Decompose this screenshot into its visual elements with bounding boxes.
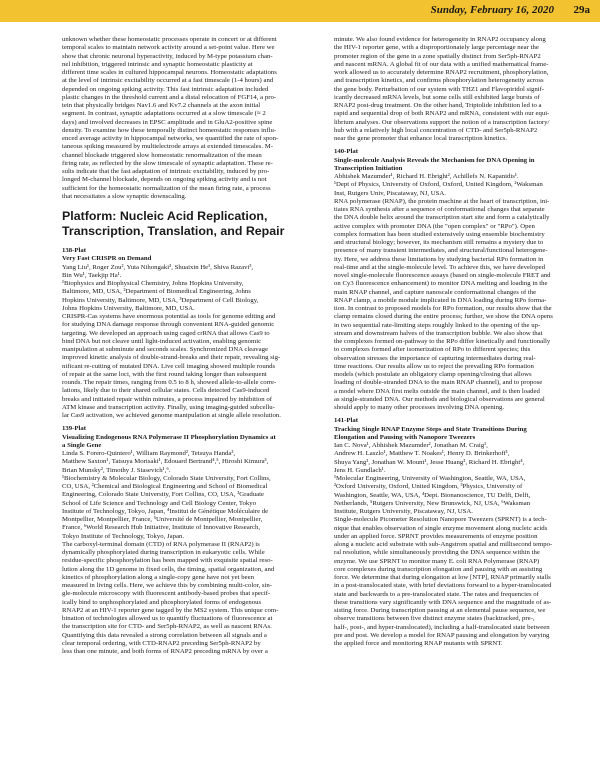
text-line: targeting. We developed an approach using caged crRNA that allows Cas9 to [62,329,270,337]
affiliation-line: ¹Dept of Physics, University of Oxford, Oxford, United Kingdom, ²Waksman [334,181,543,189]
abstract-id: 138-Plat [62,247,86,254]
abstract-title: Transcription Initiation [334,164,403,172]
affiliation-line: ¹Biochemistry & Molecular Biology, Colorado State University, Fort Collins, [62,474,271,482]
affiliation-line: ¹Molecular Engineering, University of Washington, Seattle, WA, USA, [334,475,526,482]
text-line: tein that physically bridges Nav1.6 and Kv7.2 channels at the axon initial [62,102,261,109]
text-line: ral resolution, while simultaneously providing the DNA sequence within the [334,549,540,557]
text-line: different time scales in cultured hippocampal neurons. Homeostatic adaptations [62,69,277,76]
affiliation-line: ²Oxford University, Oxford, United Kingdom, ³Physics, University of [334,483,523,491]
text-line: tion. In contrast to proposed models for RPo formation, our results show that the [334,305,552,312]
text-line: icantly decreased mRNA levels, but some cells still exhibited large bursts of [334,93,540,101]
header-date: Sunday, February 16, 2020 [430,4,554,16]
affiliation-line: Hopkins University, Baltimore, MD, USA, ³Department of Cell Biology, [62,296,259,304]
abstract-authors: Andrew H. Laszlo¹, Matthew T. Noakes¹, Henry D. Brinkerhoff¹, [334,450,510,458]
text-line: sufficient for the homeostatic normalization of the mean firing rate, a process [62,184,271,192]
abstract-authors: Bin Wu¹, Taekjip Ha¹. [62,271,122,279]
text-line: ically bind to unphosphorylated and phosphorylated forms of endogenous [62,598,262,606]
text-line: RNAP2 post-drug treatment. On the other hand, Triptolide inhibition led to a [334,102,542,109]
text-line: ATM kinase and transcription activity. Finally, using imaging-guided subcellu- [62,403,275,411]
affiliation-line: Baltimore, MD, USA, ²Department of Biomedical Engineering, Johns [62,288,251,296]
abstract-authors: Abhishek Mazumder¹, Richard H. Ebright², Achillefs N. Kapanidis¹. [334,173,519,180]
text-line: novel single-molecule fluorescence assays (based on single-molecule FRET and [334,272,551,279]
text-line: rapid and sequential drop of both RNAP2 and mRNA, consistent with our equi- [334,110,550,118]
abstract-title: Single-molecule Analysis Reveals the Mechanism for DNA Opening in [334,156,535,164]
text-line: minute. We also found evidence for heterogeneity in RNAP2 occupancy along [334,36,546,43]
affiliation-line: Institute of Technology, Tokyo, Japan, ⁴Institut de Génétique Moléculaire de [62,507,269,515]
text-line: enced average activity in hippocampal networks, we quantified the rate of spon- [62,135,279,142]
text-line: observe transitions between five distinct enzyme states (backtracked, pre-, [334,615,535,623]
text-line: core complexes during transcription elongation and pausing with an assisting [334,565,543,573]
text-line: tiates RNA synthesis after a sequence of conformational changes that separate [334,206,545,213]
abstract-continuation [62,36,324,201]
text-line: along a nucleic acid substrate with sub-Angstrom spatial and millisecond tempo- [334,541,553,548]
text-line: at the level of intrinsic excitability occurred at a fast timescale (1-4 hours) and [62,77,274,85]
text-line: bind DNA but not cleave until light-induced activation, enabling genomic [62,337,262,345]
abstract-138 [62,247,324,420]
text-line: in a post-translocated state, with brief deviations forward to a hyper-translocated [334,582,552,590]
text-line: longed M-channel blockade, depends on ongoing spiking activity and is not [62,176,267,184]
text-line: state and backwards to a pre-translocated state. The rates and frequencies of [334,590,539,598]
page-number: 29a [573,4,590,16]
text-line: should apply to many other processes involving DNA opening. [334,404,505,411]
text-line: RNAP2 at an HIV-1 reporter gene tagged by the MS2 system. This unique com- [62,606,279,614]
text-line: taneous spiking measured by multielectrode arrays at extended timescales. M- [62,143,274,151]
abstract-title: Very Fast CRISPR on Demand [62,255,152,263]
platform-heading-line: Transcription, Translation, and Repair [62,223,285,238]
affiliation-line: Netherlands, ⁵Rutgers University, New Brunswick, NJ, USA, ⁶Waksman [334,499,531,507]
text-line: to complexes formed after isomerization of RPo to different species; this [334,346,531,354]
text-line: stream and downstream halves of the transcription bubble. We also show that [334,329,543,337]
text-line: unknown whether these homeostatic processes operate in concert or at different [62,36,277,43]
right-column [334,36,596,648]
affiliation-line: School of Life Science and Technology and Cell Biology Center, Tokyo [62,499,257,507]
left-column [62,36,324,656]
text-line: as single-stranded DNA. Our methods and biological observations are general [334,395,545,403]
text-line: and structural biology; however, its mechanism still remains a mystery due to [334,239,544,246]
abstract-title: Elongation and Pausing with Nanopore Tweezers [334,433,476,441]
affiliation-line: CO, USA, ²Chemical and Biological Engineering and School of Biomedical [62,483,268,490]
text-line: RNAP clamp, a mobile module implicated in DNA loading during RPo forma- [334,296,547,304]
text-line: these transitions vary significantly with DNA sequence and the magnitude of as- [334,598,552,606]
text-line: kinetics of phosphorylation along a single-copy gene have not yet been [62,573,254,581]
text-line: sults indicate that the fast adaptation of intrinsic excitability, induced by pro- [62,168,270,175]
affiliation-line: Washington, Seattle, WA, USA, ⁴Dept. Bionanoscience, TU Delft, Delft, [334,491,531,499]
text-line: presence of many transient intermediates, and structural/functional heterogene- [334,247,548,255]
text-line: a model where DNA first melts outside the main channel, and is then loaded [334,387,540,395]
text-line: less than one minute, and both forms of RNAP2 preceding mRNA by over a [62,648,268,655]
text-line: measured in living cells. Here, we achieve this by combining multi-color, sin- [62,582,273,589]
text-line: breaks and initiated repair within minutes, a process impaired by inhibition of [62,395,272,403]
affiliation-line: Inst, Rutgers Univ, Piscataway, NJ, USA. [334,189,446,197]
abstract-authors: Ian C. Nova¹, Abhishek Mazumder², Jonathan M. Craig¹, [334,442,488,449]
text-line: and transcription kinetics, and confirms phosphorylation heterogeneity across [334,77,544,85]
text-line: real-time and at the single-molecule level. To achieve this, we have developed [334,263,546,271]
text-line: librium analyses. Our observations support the notion of a transcription factory/ [334,118,550,126]
text-line: models (which postulate an obligatory clamp opening/closing that allows [334,371,532,378]
affiliation-line: Montpellier, Montpellier, France, ⁵Université de Montpellier, Montpellier, [62,516,263,523]
text-line: the complexes formed on-pathway to the RPo differ kinetically and functionally [334,338,551,345]
text-line: lar Cas9 activation, we achieved genome manipulation at single allele resolution. [62,412,281,419]
page-header [0,0,600,22]
text-line: observation stresses the importance of capturing intermediates during real- [334,354,536,362]
abstract-139 [62,425,324,656]
text-line: ity. Here, we address these limitations by studying bacterial RPo formation in [334,255,544,263]
text-line: the DNA double helix around the transcription start site and form a catalytically [334,214,550,222]
affiliation-line: Institute, Rutgers University, Piscataway, NJ, USA. [334,508,473,515]
text-line: lution along the 1D genome in fixed cells, the timing, spatial organization, and [62,565,275,573]
text-line: show that chronic neuronal hyperactivity, induced by M-type potassium chan- [62,52,273,60]
abstract-139-continuation [334,36,596,143]
text-line: rounds. The repair times, ranging from 0.5 to 8 h, showed allele-to-allele corre- [62,379,277,386]
abstract-title: Tracking Single RNAP Enzyme Steps and State Transitions During [334,425,527,433]
affiliation-line: France, ⁶World Research Hub Initiative, Institute of Innovative Research, [62,524,261,532]
text-line: manipulation at subminute and seconds scales. Synchronized DNA cleavage [62,346,269,353]
text-line: that necessitates a slow synaptic downscaling. [62,192,187,200]
text-line: half-, post-, and hyper-translocated), including a half-translocated state between [334,623,550,631]
text-line: days) and involved decreases in EPSC amplitude and in GluA2-positive spine [62,118,273,126]
abstract-140 [334,148,596,412]
text-line: loading of double-stranded DNA to the main RNAP channel), and to propose [334,379,543,387]
text-line: segment. In contrast, synaptic adaptations occurred at a slow timescale (≈ 2 [62,110,266,118]
abstract-id: 141-Plat [334,417,358,425]
text-line: complex formation has been studied extensively using ensemble biochemistry [334,230,545,238]
text-line: bination of technologies allowed us to quantify fluctuations of fluorescence at [62,615,273,622]
text-line: hub with a relatively high local concentration of CTD- and Ser5ph-RNAP2 [334,126,538,134]
abstract-authors: Linda S. Forero-Quintero¹, William Raymond², Tetsuya Handa³, [62,450,236,457]
text-line: the HIV-1 reporter gene, with a disproportionately large percentage near the [334,44,539,52]
text-line: firing rate, as reflected by the slow timescale of synaptic adaptation. These re- [62,159,273,167]
text-line: clamp remains closed during the entire process; further, we show the DNA opens [334,313,553,321]
text-line: depended on ongoing spiking activity. This fast intrinsic adaptation included [62,85,269,93]
text-line: gle-molecule microscopy with fluorescent antibody-based probes that specif- [62,590,271,598]
text-line: time reactions. Our results allow us to reject the prevailing RPo formation [334,362,534,370]
text-line: clear temporal ordering, with CTD-RNAP2 preceding Ser5ph-RNAP2 by [62,639,261,647]
text-line: RNA polymerase (RNAP), the protein machine at the heart of transcription, ini- [334,197,550,205]
abstract-authors: Jens H. Gundlach¹. [334,466,386,474]
text-line: near the gene promoter that enhance local transcription kinetics. [334,135,507,142]
text-line: work allowed us to accurately determine RNAP2 recruitment, phosphorylation, [334,69,549,76]
affiliation-line: Johns Hopkins University, Baltimore, MD, USA. [62,304,195,312]
text-line: plastic changes in the threshold current and a distal relocation of FGF14, a pro- [62,93,277,101]
text-line: nificant re-cutting of mutated DNA. Live cell imaging showed multiple rounds [62,362,276,370]
abstract-id: 139-Plat [62,425,86,433]
affiliation-line: Tokyo Institute of Technology, Tokyo, Japan. [62,532,185,540]
text-line: temporal scales to maintain network activity around a set-point value. Here we [62,44,275,52]
text-line: lations, likely due to their shared cellular states. Cells detected Cas9-induced [62,387,270,395]
text-line: channel blockade triggered slow homeostatic renormalization of the mean [62,151,262,159]
text-line: nique that enables observation of single enzyme movement along nucleic acids [334,524,548,532]
text-line: in two sequential rate-limiting steps roughly linked to the opening of the up- [334,321,541,329]
platform-heading [62,209,324,238]
abstract-authors: Yang Liu¹, Roger Zou², Yuta Nihongaki³, Shuaixin He¹, Shiva Razavi³, [62,263,254,271]
text-line: main RNAP channel, and capture nanoscale conformational changes of the [334,288,537,296]
text-line: dynamically phosphorylated during transcription in eukaryotic cells. While [62,549,265,556]
text-line: promoter region of the gene in a zone spatially distinct from Ser5ph-RNAP2 [334,52,541,60]
text-line: density. To examine how these temporally distinct homeostatic responses influ- [62,126,277,134]
text-line: force. We determine that during elongation at low [NTP], RNAP primarily stalls [334,574,551,581]
abstract-authors: Matthew Saxton¹, Tatsuya Morisaki¹, Edouard Bertrand⁴,⁵, Hiroshi Kimura³, [62,458,269,466]
abstract-title: Visualizing Endogenous RNA Polymerase II Phosphorylation Dynamics at [62,433,276,441]
text-line: nel inhibition, triggered intrinsic and synaptic homeostatic plasticity at [62,60,253,68]
text-line: Single-molecule Picometer Resolution Nanopore Tweezers (SPRNT) is a tech- [334,516,547,524]
text-line: and nascent mRNA. A global fit of our data with a unified mathematical frame- [334,60,549,68]
affiliation-line: ¹Biophysics and Biophysical Chemistry, Johns Hopkins University, [62,280,244,287]
text-line: residue-specific phosphorylation has been mapped with exquisite spatial reso- [62,557,273,565]
text-line: the gene body. Perturbation of our system with THZ1 and Flavopiridol signif- [334,85,545,93]
text-line: of repair at the same loci, with the first round taking longer than subsequent [62,370,267,378]
abstract-title: a Single Gene [62,441,102,449]
text-line: improved kinetic analysis of double-strand-breaks and their repair, revealing sig- [62,354,281,362]
text-line: under an applied force. SPRNT provides measurements of enzyme position [334,532,538,540]
abstract-authors: Shuya Yang³, Jonathan W. Mount¹, Jesse Huang³, Richard H. Ebright⁴, [334,458,525,466]
text-line: the applied force and monitoring RNAP mutants with SPRNT. [334,640,503,647]
text-line: pre and post. We develop a model for RNAP pausing and elongation by varying [334,631,550,639]
text-line: CRISPR-Cas systems have enormous potential as tools for genome editing and [62,313,276,320]
text-line: Quantifying this data revealed a strong correlation between all signals and a [62,631,267,639]
text-line: on Cy3 fluorescence enhancement) to monitor DNA melting and loading in the [334,280,548,288]
text-line: The carboxyl-terminal domain (CTD) of RNA polymerase II (RNAP2) is [62,540,260,548]
text-line: for studying DNA damage response through convenient RNA-guided genomic [62,321,275,329]
text-line: active complex with promoter DNA (the "open complex" or "RPo"). Open [334,222,535,230]
abstract-141 [334,417,596,648]
text-line: enzyme. We use SPRNT to monitor many E. coli RNA Polymerase (RNAP) [334,557,540,565]
text-line: sisting force. During transcription pausing at an elemental pause sequence, we [334,607,546,614]
abstract-authors: Brian Munsky², Timothy J. Stasevich¹,⁶. [62,466,171,474]
affiliation-line: Engineering, Colorado State University, Fort Collins, CO, USA, ³Graduate [62,491,264,499]
abstract-id: 140-Plat [334,148,358,156]
text-line: the transcription site for CTD- and Ser5ph-RNAP2, as well as nascent RNAs. [62,623,272,631]
platform-heading-line: Platform: Nucleic Acid Replication, [62,209,268,223]
